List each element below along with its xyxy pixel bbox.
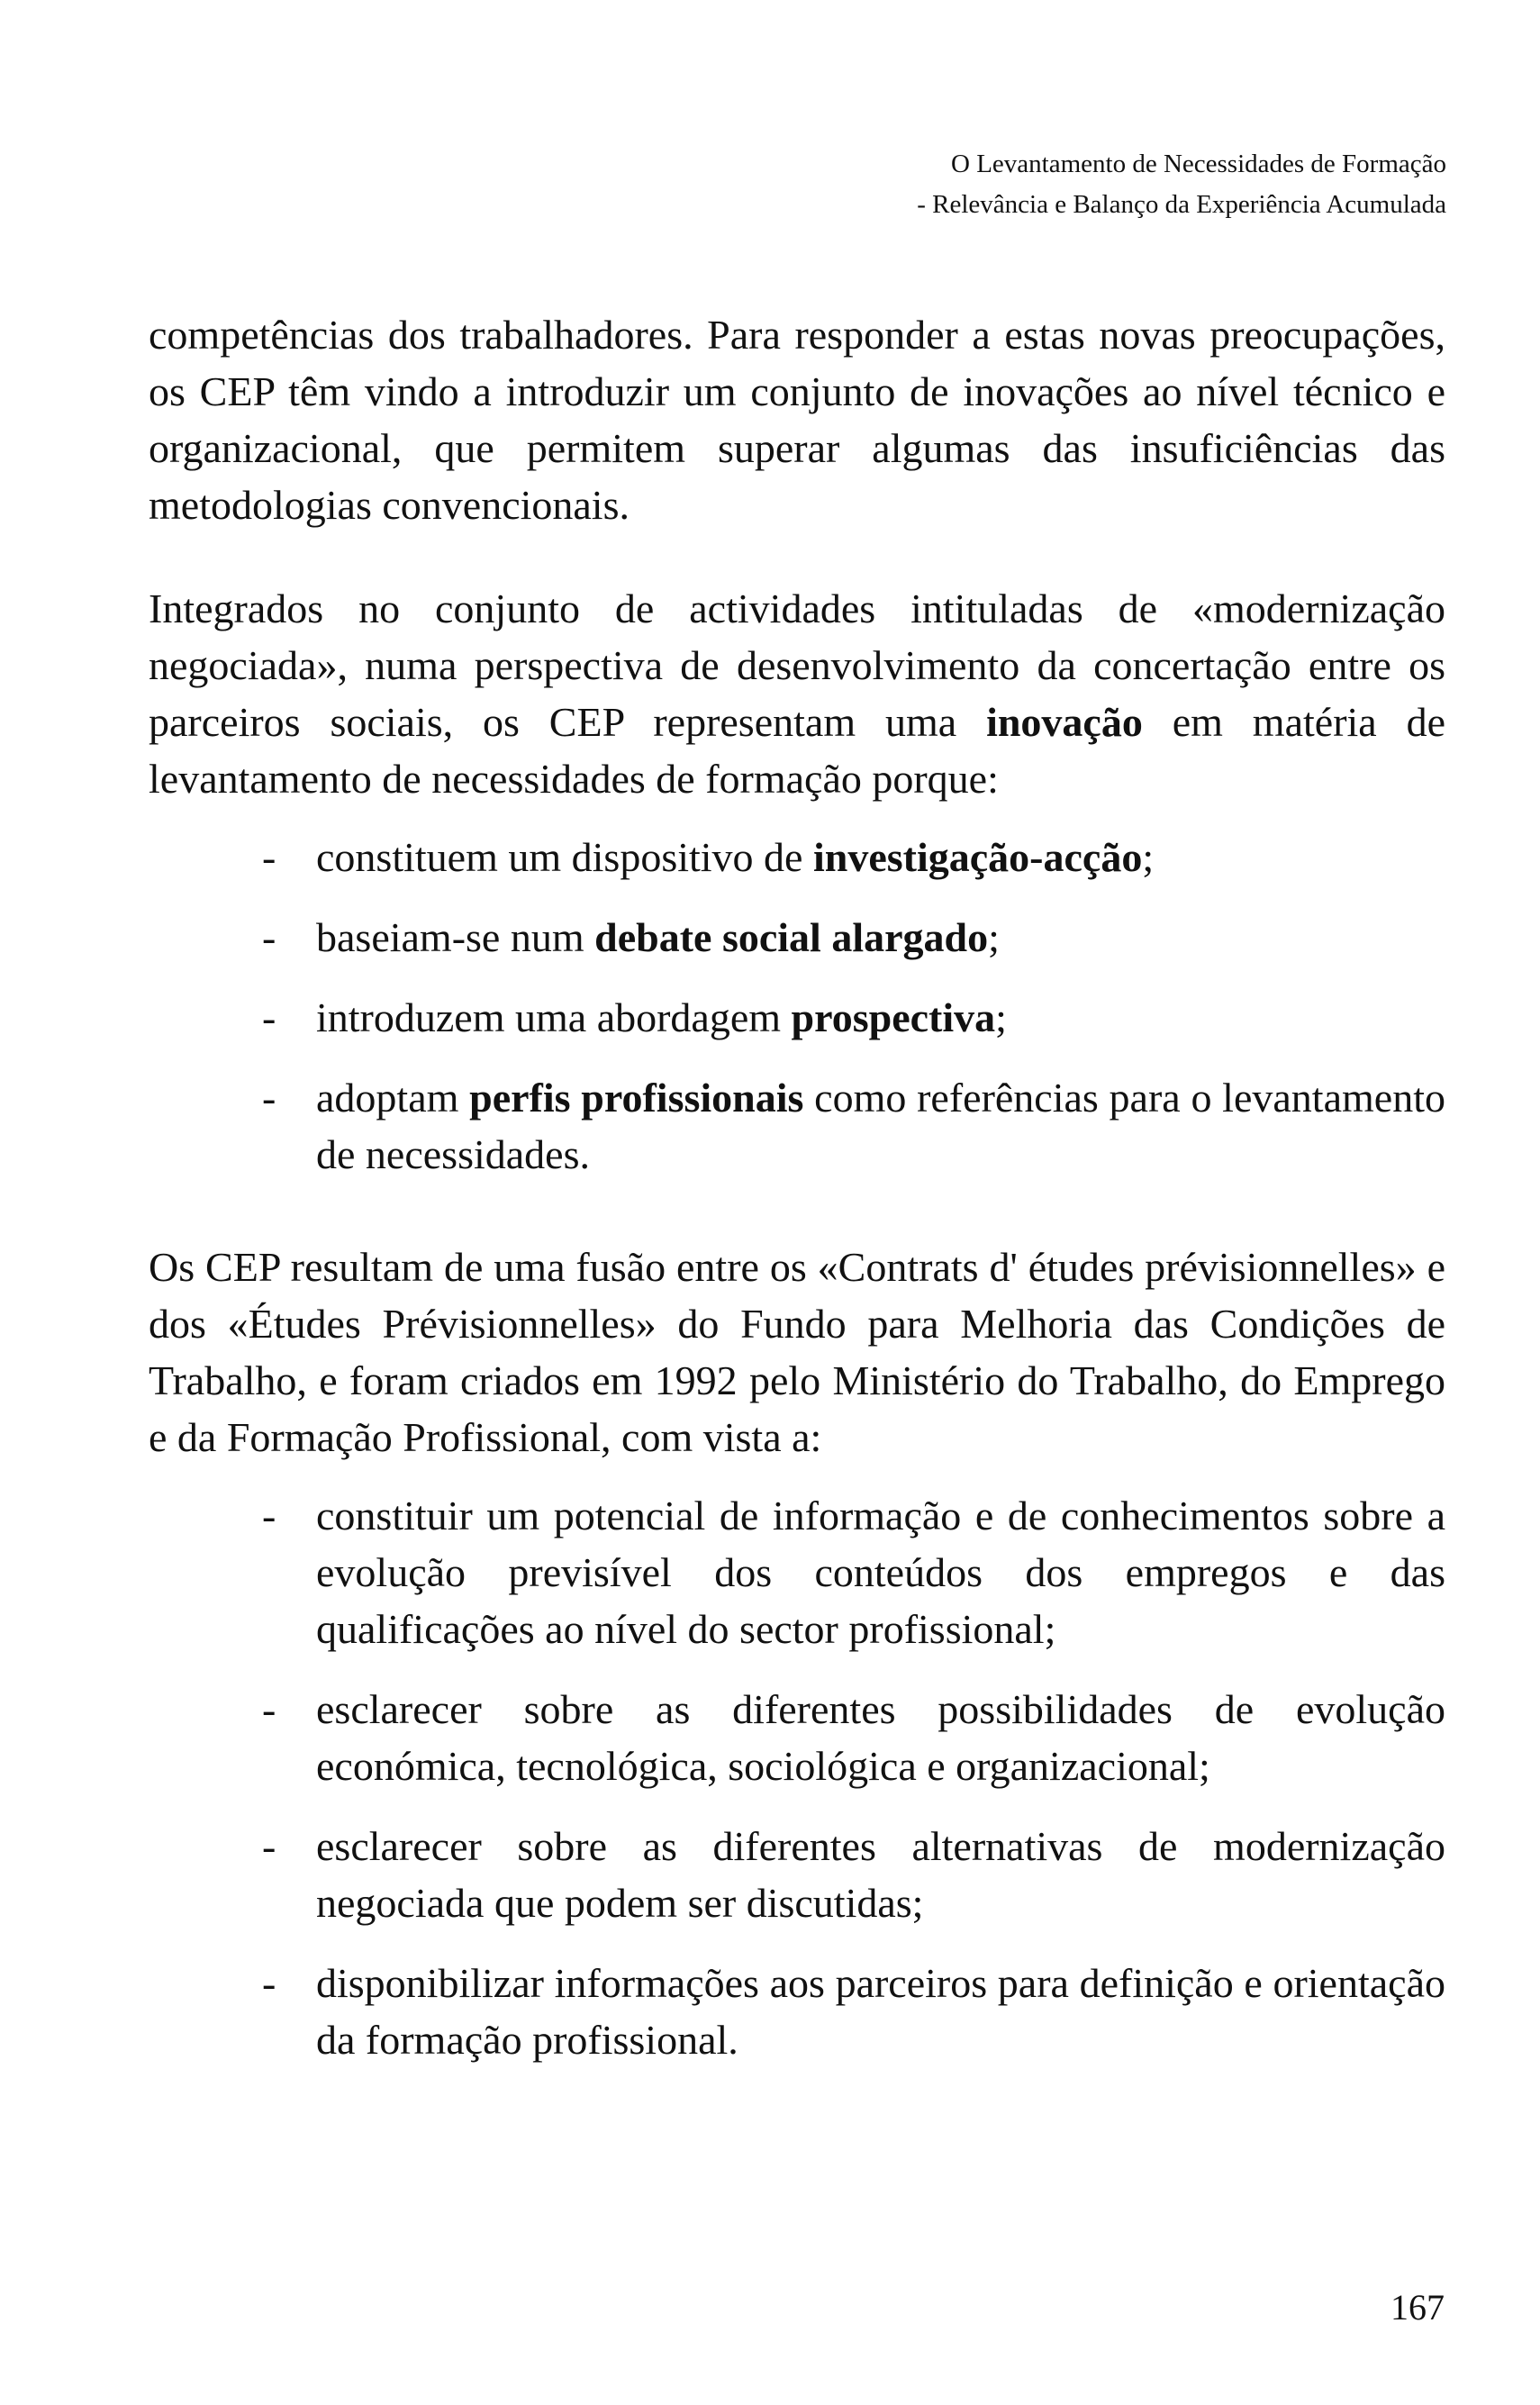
list-item (149, 1818, 1445, 1931)
innovation-list (149, 829, 1445, 1183)
list-item (149, 1681, 1445, 1794)
list-dash: - (262, 1493, 276, 1538)
page-body (149, 306, 1445, 2124)
running-header (917, 144, 1446, 225)
list-item (149, 909, 1445, 966)
paragraph-3: Os CEP resultam de uma fusão entre os «Contrats d' études prévisionnelles» e dos «Études Prévisionnelles» do Fundo para Melhoria das Condições de Trabalho, e foram criados em 1992 pelo Ministério do Trabalho, do Emprego e da Formação Profissional, com vista a: (149, 1244, 1445, 1460)
list-dash: - (262, 834, 276, 880)
list-item-text: constituem um dispositivo de (316, 834, 813, 880)
list-item-text-after: ; (995, 994, 1007, 1040)
running-header-subtitle: - Relevância e Balanço da Experiência Acumulada (917, 190, 1446, 219)
list-item-text: introduzem uma abordagem (316, 994, 792, 1040)
list-dash: - (262, 1823, 276, 1869)
paragraph-2 (149, 580, 1445, 807)
list-item-bold: prospectiva (791, 994, 996, 1040)
list-item-text: disponibilizar informações aos parceiros para definição e orientação da formação profissional. (316, 1960, 1445, 2063)
objectives-list (149, 1487, 1445, 2068)
paragraph-2-text-before: Integrados no conjunto de actividades intituladas de «modernização negociada», numa perspectiva de desenvolvimento da concertação entre os parceiros sociais, os CEP representam uma (149, 585, 1445, 745)
paragraph-2-text-after: em matéria de levantamento de necessidades de formação porque: (149, 699, 1445, 802)
running-header-title: O Levantamento de Necessidades de Formação (951, 150, 1446, 178)
list-item-text: esclarecer sobre as diferentes possibilidades de evolução económica, tecnológica, sociológica e organizacional; (316, 1686, 1445, 1789)
list-item-text-after: ; (1142, 834, 1155, 880)
list-item-text: baseiam-se num (316, 914, 595, 960)
list-dash: - (262, 994, 276, 1040)
list-item (149, 829, 1445, 885)
paragraph-2-bold-term: inovação (986, 699, 1143, 745)
list-item (149, 1487, 1445, 1657)
list-dash: - (262, 914, 276, 960)
paragraph-1: competências dos trabalhadores. Para responder a estas novas preocupações, os CEP têm vindo a introduzir um conjunto de inovações ao nível técnico e organizacional, que permitem superar algumas das insuficiências das metodologias convencionais. (149, 312, 1445, 528)
list-item-text: constituir um potencial de informação e de conhecimentos sobre a evolução previsível dos conteúdos dos empregos e das qualificações ao nível do sector profissional; (316, 1493, 1445, 1652)
list-item-bold: perfis profissionais (469, 1075, 804, 1121)
list-item-bold: debate social alargado (594, 914, 989, 960)
list-item (149, 989, 1445, 1046)
page-number: 167 (1391, 2287, 1445, 2328)
list-item-text-after: ; (988, 914, 1000, 960)
list-dash: - (262, 1960, 276, 2006)
list-item-text: esclarecer sobre as diferentes alternativas de modernização negociada que podem ser discutidas; (316, 1823, 1445, 1926)
list-dash: - (262, 1686, 276, 1732)
list-item (149, 1955, 1445, 2068)
list-item-text-after: como referências para o levantamento de necessidades. (316, 1075, 1445, 1177)
list-item (149, 1069, 1445, 1183)
list-item-text: adoptam (316, 1075, 470, 1121)
list-item-bold: investigação-acção (812, 834, 1143, 880)
list-dash: - (262, 1075, 276, 1121)
